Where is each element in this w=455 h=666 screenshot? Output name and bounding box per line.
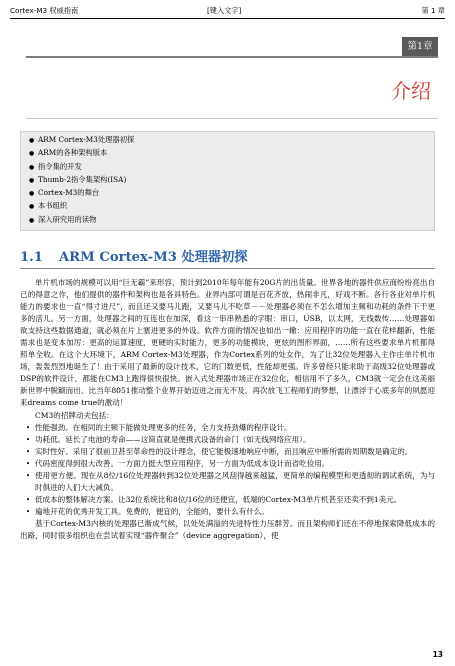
list-item: • 性能强劲。在相同的主频下能做处理更多的任务，全力支持劲爆的程序设计。 (20, 422, 435, 434)
bullet-icon: ● (29, 150, 35, 158)
bullet-icon: ● (29, 190, 35, 198)
section-title: ARM Cortex-M3 处理器初探 (58, 250, 248, 265)
bullet-icon: • (26, 507, 31, 516)
toc-item: ● Thumb-2指令集架构(ISA) (29, 174, 434, 187)
list-item: • 实时性好。采用了很前卫甚至革命性的设计理念，使它能极速地响应中断，而且响应中断所需的周期数是确定的。 (20, 446, 435, 458)
toc-item: ● 本书组织 (29, 200, 434, 213)
bullet-icon: ● (29, 163, 35, 171)
section-body (20, 277, 435, 542)
section-number: 1.1 (20, 250, 43, 265)
list-item: • 代码密度得到很大改善。一方面力挺大型应用程序，另一方面为低成本设计而省吃俭用。 (20, 458, 435, 470)
bullet-icon: ● (29, 176, 35, 184)
list-item: • 遍地开花的优秀开发工具。免费的，便宜的，全能的，要什么有什么。 (20, 506, 435, 518)
chapter-bottom-divider (26, 118, 438, 119)
closing-paragraph: 基于Cortex-M3内核的处理器已渐成气候，以处处满溢的先进特性力压群芳。而且架构师们还在不停地探索降低成本的出路，同时很多组织也在尝试着实现“器件聚合”（device aggregation），使 (20, 518, 435, 540)
header-chapter: 第 1 章 (421, 6, 445, 15)
bullet-icon: ● (29, 216, 35, 224)
toc-item: ● Cortex-M3的舞台 (29, 187, 434, 200)
bullet-icon: • (26, 423, 31, 432)
chapter-divider (26, 56, 438, 58)
feature-list (20, 422, 435, 518)
toc-item: ● 指令集的开发 (29, 161, 434, 174)
toc-item: ● 深入研究用的读物 (29, 214, 434, 227)
page-header (10, 4, 445, 19)
toc-item: ● ARM的各种架构版本 (29, 147, 434, 160)
features-intro: CM3的招牌动夫包括： (35, 410, 114, 420)
section-divider (20, 268, 435, 269)
list-item: • 低成本的整体解决方案。让32位系统比和8位/16位的还便宜，低端的Cortex-M3单片机甚至还卖不到1美元。 (20, 494, 435, 506)
header-book-title: Cortex-M3 权威指南 (10, 6, 79, 15)
bullet-icon: • (26, 471, 31, 480)
bullet-icon: ● (29, 137, 35, 144)
page-number: 13 (432, 650, 443, 659)
bullet-icon: • (26, 447, 31, 456)
bullet-icon: • (26, 495, 31, 504)
bullet-icon: • (26, 435, 31, 444)
list-item: • 使用更方便。现在从8位/16位处理器转到32位处理器之风刮得越来越猛，更简单的编程模型和更透彻的调试系统，为与时俱进的人们大大减负。 (26, 470, 435, 492)
chapter-tab: 第1章 (402, 37, 438, 56)
bullet-icon: • (26, 459, 31, 468)
toc-item: ● ARM Cortex-M3处理器初探 (29, 134, 434, 147)
bullet-icon: ● (29, 203, 35, 211)
body-paragraph: 单片机市场的规模可以用“巨无霸”来形容，预计到2010年每年能有20G片的出货量。世界各地的器件供应商纷纷亮出自己的得意之作，他们提供的器件和架构也是各具特色。业界内部可谓是百花齐放，热闹非凡，好戏不断。各行各业对单片机能力的要求也一直“得寸进尺”，而且还又要马儿跑，又要马儿不吃草－－处理器必须在不怎么增加主频和功耗的条件下干更多的活儿。另一方面，处理器之间的互连也在加深，看这一串串熟悉的字眼：串口，USB，以太网，无线数传……处理器如欲支持这些数据通道，就必须在片上塞进更多的外设。软件方面的情况也如出一辙：应用程序的功能一直在花样翻新，性能需求也是变本加厉：更高的运算速度，更硬的实时能力，更多的功能模块，更炫的图形界面，……所有这些要求单片机都得照单全收。在这个大环境下，ARM Cortex-M3处理器，作为Cortex系列的处女作，为了让32位处理器入主作庄单片机市场，轰轰烈烈地诞生了！由于采用了最新的设计技术，它的门数更低，性能却更强。许多曾经只能求助于高级32位处理器或DSP的软件设计，都能在CM3上跑得很快很快。嵌入式处理器市场正在32位化，相信用不了多久，CM3就一定会在这美丽新世界中脱颖而出。比当年8051推动整个业界开始迈进之而无不及，再次放飞工程师们的梦想，让漂浮于心底多年的夙愿迎来dreams come true的激动！ (20, 278, 435, 408)
chapter-contents-box (20, 131, 435, 231)
header-placeholder: [键入文字] (207, 6, 242, 15)
list-item: • 功耗低。延长了电池的寿命——这简直就是便携式设备的命门（如无线网络应用）。 (20, 434, 435, 446)
chapter-title: 介绍 (391, 79, 431, 103)
section-heading (20, 249, 247, 267)
